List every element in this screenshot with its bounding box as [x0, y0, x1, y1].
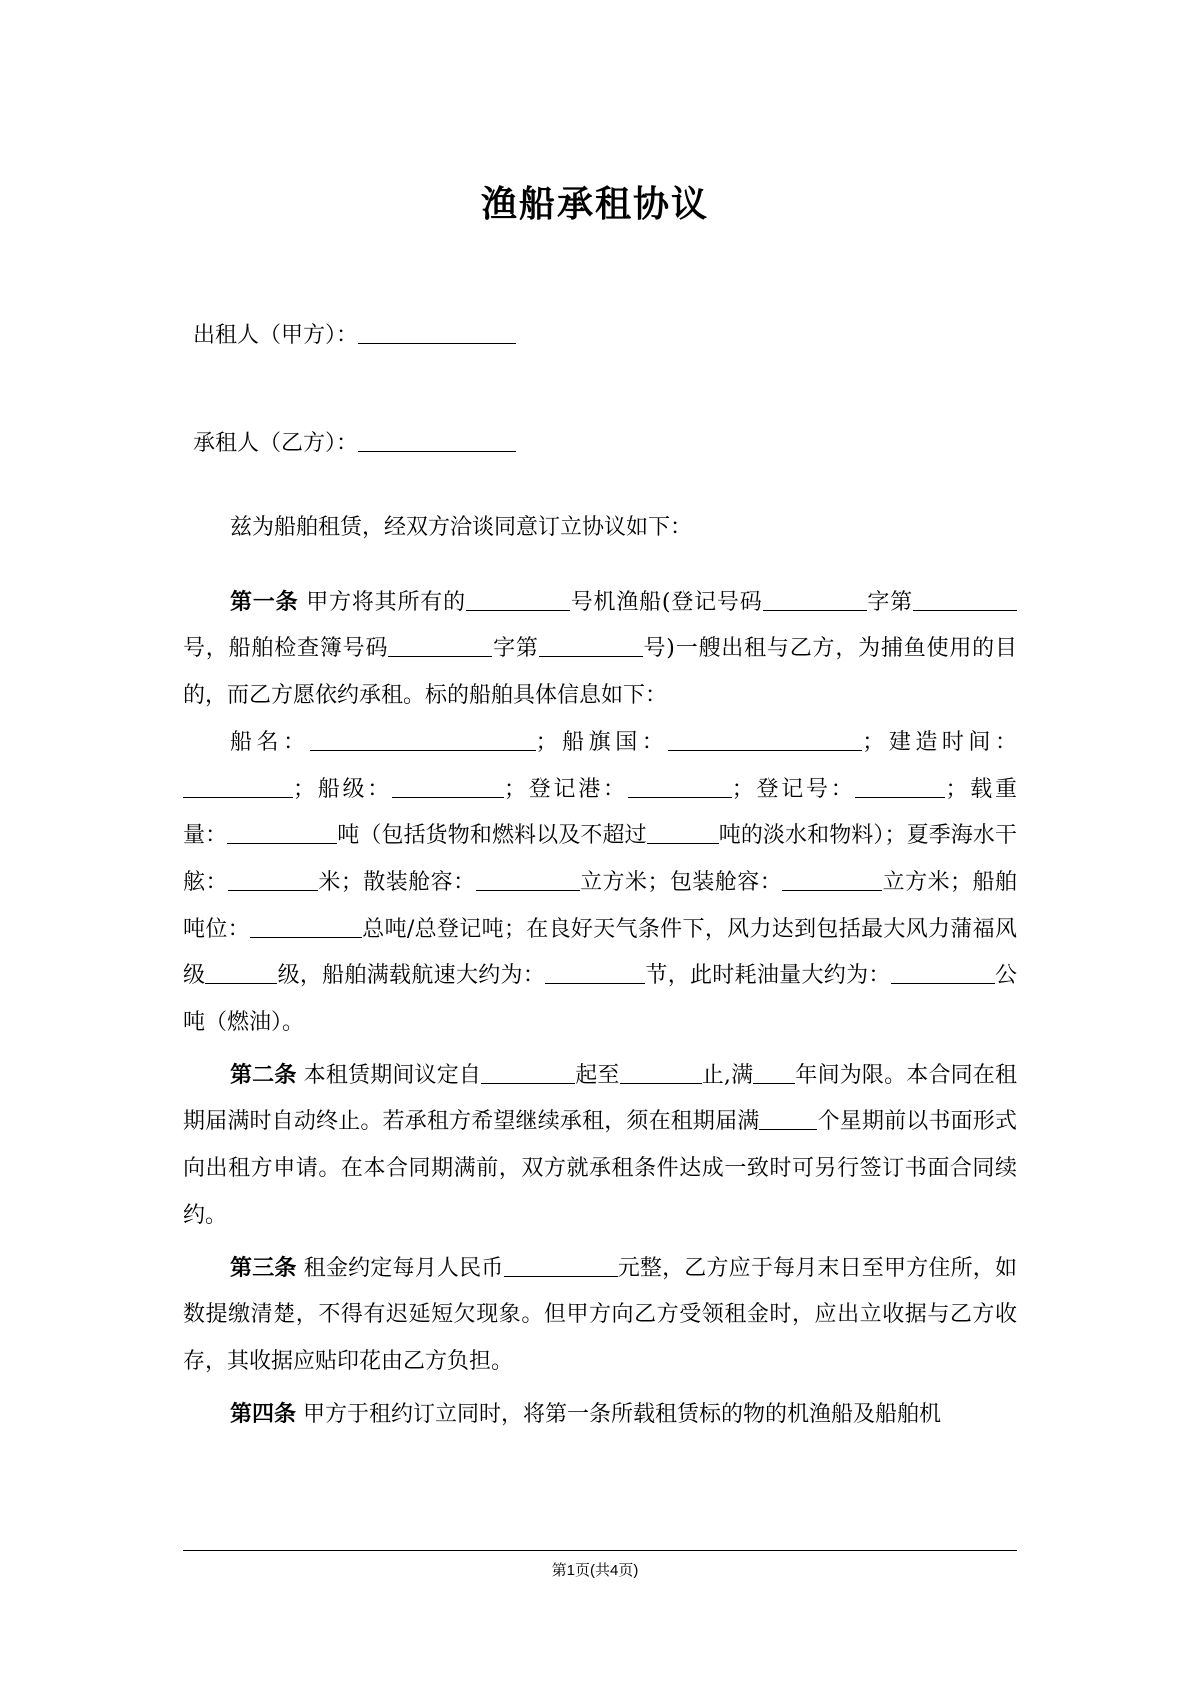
- lessee-label: 承租人（乙方）：: [193, 431, 359, 456]
- blank: [481, 1063, 575, 1084]
- blank: [504, 1256, 618, 1277]
- blank: [227, 823, 337, 844]
- blank: [539, 636, 643, 657]
- blank: [913, 590, 1017, 611]
- footer-divider: [183, 1550, 1017, 1551]
- lessor-label: 出租人（甲方）：: [193, 323, 359, 348]
- blank: [891, 963, 995, 984]
- intro-paragraph: 兹为船舶租赁，经双方洽谈同意订立协议如下：: [230, 515, 693, 540]
- blank: [620, 1063, 702, 1084]
- lessee-line: [193, 429, 516, 459]
- blank: [753, 1063, 795, 1084]
- blank: [647, 823, 719, 844]
- article-2: 第二条 本租赁期间议定自 起至 止,满 年间为限。本合同在租期届满时自动终止。若承租方希望继续承租，须在租期届满 个星期前以书面形式向出租方申请。在本合同期满前，双方就承租条件达成一致时可另行签订书面合同续约。: [183, 1062, 1017, 1228]
- article-1: 第一条 甲方将其所有的 号机渔船(登记号码 字第号，船舶检查簿号码 字第 号)一艘出租与乙方，为捕鱼使用的目的，而乙方愿依约承租。标的船舶具体信息如下：: [183, 589, 1017, 709]
- blank: [392, 777, 504, 798]
- blank: [466, 590, 570, 611]
- blank: [782, 870, 882, 891]
- blank: [183, 777, 293, 798]
- article-1-label: 第一条: [230, 589, 299, 615]
- lessor-blank: [358, 321, 516, 344]
- article-3-label: 第三条: [230, 1255, 297, 1281]
- lessor-line: [193, 321, 516, 351]
- article-3: 第三条 租金约定每月人民币 元整，乙方应于每月末日至甲方住所，如数提缴清楚，不得有迟延短欠现象。但甲方向乙方受领租金时，应出立收据与乙方收存，其收据应贴印花由乙方负担。: [183, 1255, 1017, 1374]
- blank: [545, 963, 645, 984]
- blank: [855, 777, 945, 798]
- blank: [763, 590, 867, 611]
- blank: [310, 730, 536, 751]
- article-4: 第四条 甲方于租约订立同时，将第一条所载租赁标的物的机渔船及船舶机: [230, 1401, 942, 1427]
- page-number: 第1页(共4页): [551, 1562, 639, 1579]
- article-4-label: 第四条: [230, 1401, 297, 1427]
- blank: [388, 636, 492, 657]
- blank: [476, 870, 580, 891]
- lessee-blank: [358, 429, 516, 452]
- blank: [228, 870, 318, 891]
- blank: [250, 917, 362, 938]
- contract-body: [183, 505, 1017, 1438]
- blank: [628, 777, 732, 798]
- blank: [668, 730, 862, 751]
- article-2-label: 第二条: [230, 1062, 297, 1088]
- blank: [205, 963, 277, 984]
- blank: [759, 1109, 817, 1130]
- document-title: 渔船承租协议: [480, 183, 709, 225]
- vessel-specs: 船名： ；船旗国： ；建造时间：；船级： ；登记港： ；登记号： ；载重量： 吨（包括货物和燃料以及不超过 吨的淡水和物料）；夏季海水干舷： 米；散装舱容： 立方米；包装舱容： 立方米；船舶吨位： 总吨/总登记吨；在良好天气条件下，风力达到包括最大风力蒲福风级 级，船舶满载航速大约为： 节，此时耗油量大约为： 公吨（燃油）。: [183, 729, 1017, 1036]
